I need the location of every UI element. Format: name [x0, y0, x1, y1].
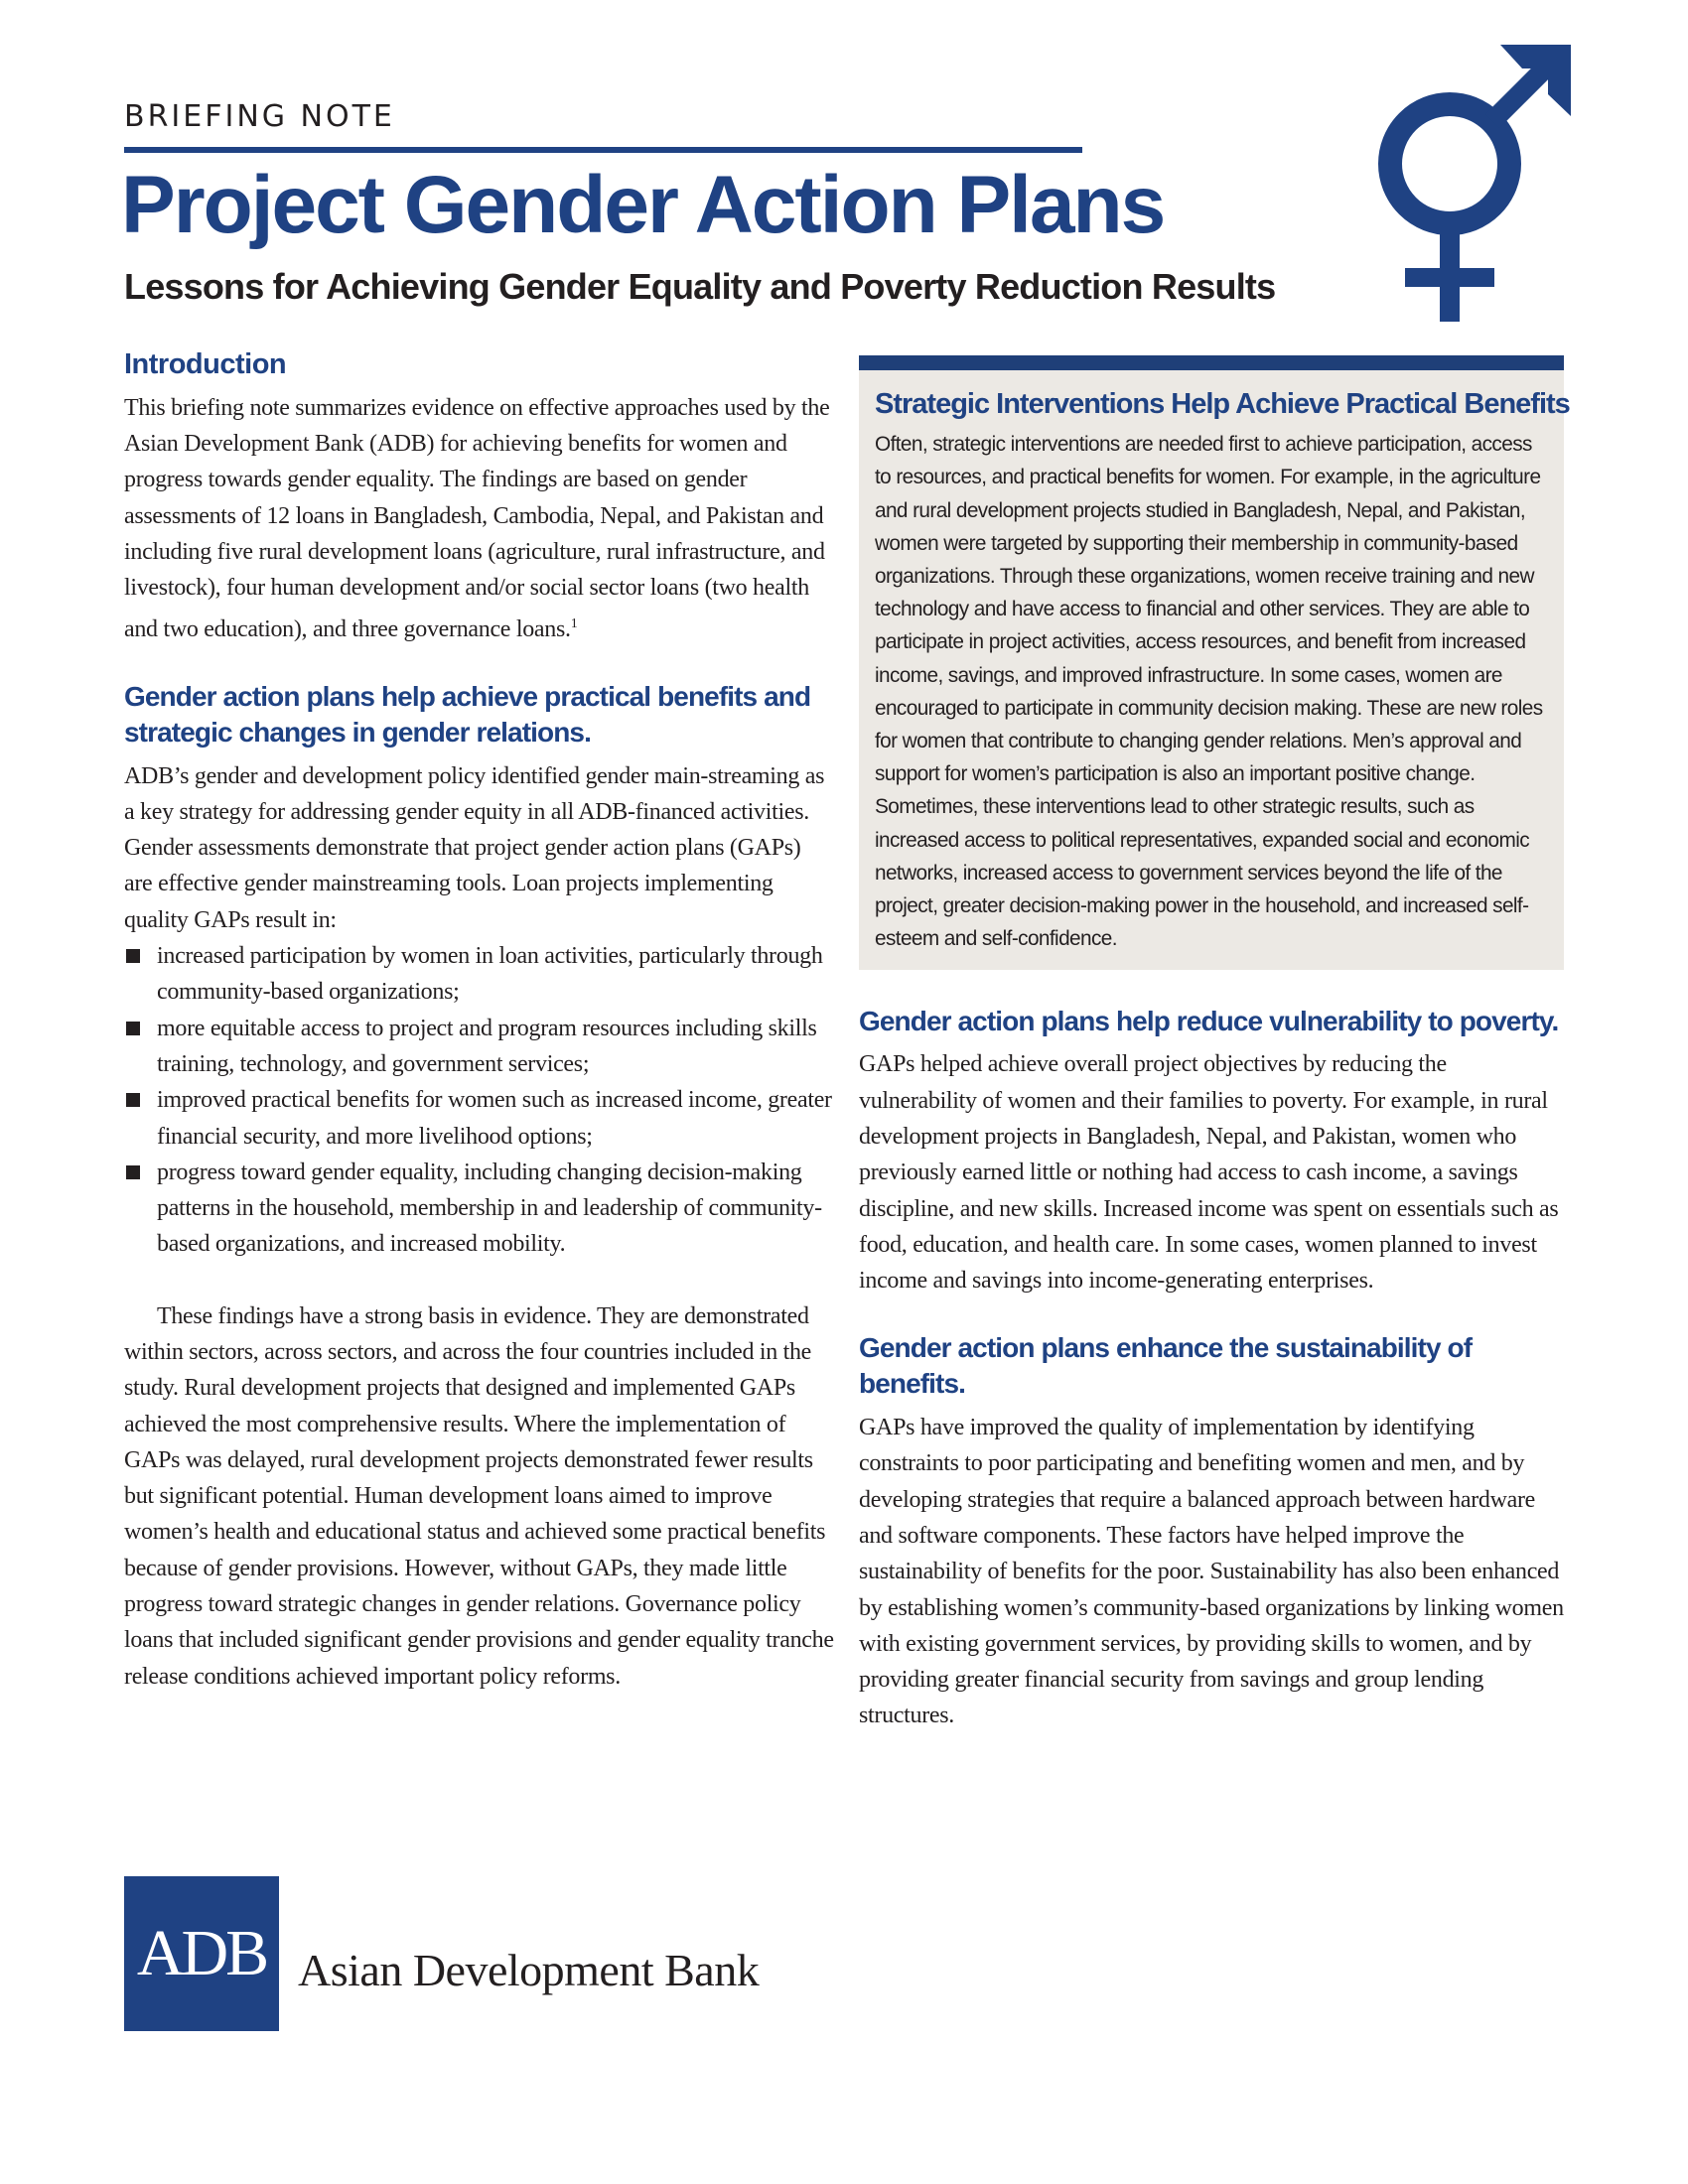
adb-logo [124, 1876, 279, 2031]
briefing-note-label: BRIEFING NOTE [124, 99, 395, 134]
sustainability-paragraph: GAPs have improved the quality of implementation by identifying constraints to poor participating and benefiting women and men, and by developing strategies that require a balanced approach between hardware and software components. These factors have helped improve the sustainability of benefits for the poor. Sustainability has also been enhanced by establishing women’s community-based organizations by linking women with existing government services, by providing skills to women, and by providing greater financial security from savings and group lending structures. [859, 1415, 1564, 1729]
list-item: improved practical benefits for women such as increased income, greater financial security, and more livelihood options; [124, 1082, 834, 1155]
list-item: increased participation by women in loan activities, particularly through community-based organizations; [124, 938, 834, 1011]
page-title: Project Gender Action Plans [121, 160, 1165, 250]
sidebar-title: Strategic Interventions Help Achieve Practical Benefits [875, 388, 1570, 420]
header-rule [124, 147, 1082, 153]
male-female-gender-symbol-icon [1365, 45, 1574, 328]
practical-benefits-heading: Gender action plans help achieve practical benefits and strategic changes in gender relations. [124, 680, 811, 748]
square-bullet-icon [126, 1022, 140, 1035]
left-column [124, 347, 834, 1695]
square-bullet-icon [126, 949, 140, 963]
evidence-paragraph: These findings have a strong basis in evidence. They are demonstrated within sectors, across sectors, and across the four countries included in the study. Rural development projects that designed and implemented GAPs achieved the most comprehensive results. Where the implementation of GAPs was delayed, rural development projects demonstrated fewer results but significant potential. Human development loans aimed to improve women’s health and educational status and achieved some practical benefits because of gender provisions. However, without GAPs, they made little progress toward strategic changes in gender relations. Governance policy loans that included significant gender provisions and gender equality tranche release conditions achieved important policy reforms. [124, 1302, 834, 1690]
list-item: more equitable access to project and program resources including skills training, technology, and government services; [124, 1011, 834, 1083]
sustainability-heading: Gender action plans enhance the sustainability of benefits. [859, 1332, 1473, 1400]
introduction-heading: Introduction [124, 348, 287, 380]
right-column [859, 355, 1570, 1734]
square-bullet-icon [126, 1165, 140, 1179]
footnote-ref: 1 [570, 615, 578, 631]
organization-name: Asian Development Bank [298, 1945, 760, 1995]
page-subtitle: Lessons for Achieving Gender Equality and Poverty Reduction Results [124, 266, 1276, 307]
list-item: progress toward gender equality, including changing decision-making patterns in the household, membership in and leadership of community-based organizations, and increased mobility. [124, 1155, 834, 1263]
vulnerability-heading: Gender action plans help reduce vulnerability to poverty. [859, 1005, 1559, 1036]
practical-benefits-paragraph: ADB’s gender and development policy identified gender main-streaming as a key strategy for addressing gender equity in all ADB-financed activities. Gender assessments demonstrate that project gender action plans (GAPs) are effective gender mainstreaming tools. Loan projects implementing quality GAPs result in: [124, 762, 825, 933]
results-list [124, 938, 834, 1263]
square-bullet-icon [126, 1093, 140, 1107]
sidebar-paragraph: Often, strategic interventions are needed first to achieve participation, access to resources, and practical benefits for women. For example, in the agriculture and rural development projects studied in Bangladesh, Nepal, and Pakistan, women were targeted by supporting their membership in community-based organizations. Through these organizations, women receive training and new technology and have access to financial and other services. They are able to participate in project activities, access resources, and benefit from increased income, savings, and improved infrastructure. In some cases, women are encouraged to participate in community decision making. These are new roles for women that contribute to changing gender relations. Men’s approval and support for women’s participation is also an important positive change. Sometimes, these interventions lead to other strategic results, such as increased access to political representatives, expanded social and economic networks, increased access to government services beyond the life of the project, greater decision-making power in the household, and increased self-esteem and self-confidence. [875, 433, 1543, 951]
vulnerability-paragraph: GAPs helped achieve overall project objectives by reducing the vulnerability of women and their families to poverty. For example, in rural development projects in Bangladesh, Nepal, and Pakistan, women who previously earned little or nothing had access to cash income, a savings discipline, and new skills. Increased income was spent on essentials such as food, education, and health care. In some cases, women planned to invest income and savings into income-generating enterprises. [859, 1051, 1559, 1295]
sidebar-box [859, 355, 1570, 970]
introduction-paragraph: This briefing note summarizes evidence on effective approaches used by the Asian Development Bank (ADB) for achieving benefits for women and progress towards gender equality. The findings are based on gender assessments of 12 loans in Bangladesh, Cambodia, Nepal, and Pakistan and including five rural development loans (agriculture, rural infrastructure, and livestock), four human development and/or social sector loans (two health and two education), and three governance loans.$^1$ [124, 394, 830, 642]
logo-letters: ADB [136, 1917, 267, 1989]
